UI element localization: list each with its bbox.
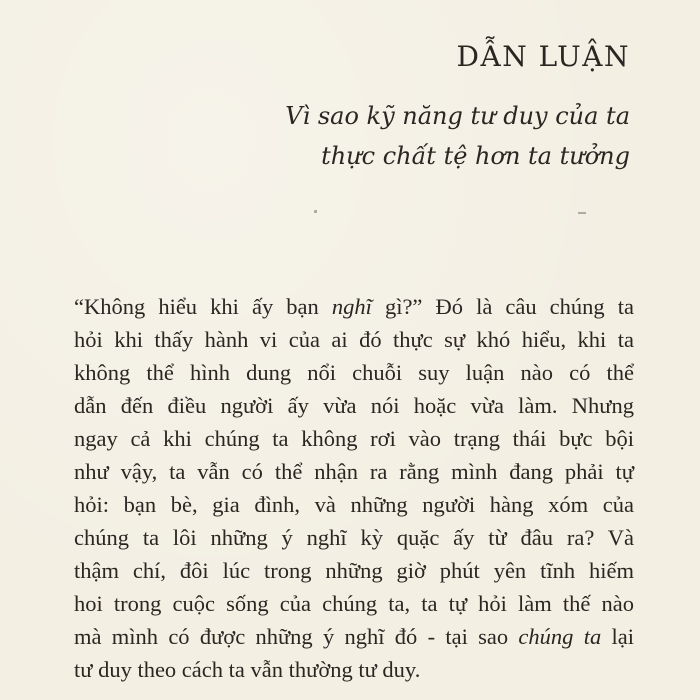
paragraph-line: [74, 653, 634, 686]
paragraph-line: [74, 620, 634, 653]
text-run: gì?” Đó là câu chúng ta: [371, 294, 634, 319]
emphasized-text: nghĩ: [331, 294, 372, 319]
text-run: không thể hình dung nổi chuỗi suy luận nào có thể: [74, 360, 634, 385]
body-paragraph: [74, 290, 634, 686]
chapter-subtitle: [210, 96, 630, 176]
text-run: “Không hiểu khi ấy bạn: [74, 294, 332, 319]
text-run: hỏi: bạn bè, gia đình, và những người hàng xóm của: [74, 492, 634, 517]
paragraph-line: [74, 455, 634, 488]
text-run: hoi trong cuộc sống của chúng ta, ta tự hỏi làm thế nào: [74, 591, 634, 616]
text-run: dẫn đến điều người ấy vừa nói hoặc vừa làm. Nhưng: [74, 393, 634, 418]
paragraph-line: [74, 488, 634, 521]
print-speck: [314, 210, 317, 213]
text-run: mà mình có được những ý nghĩ đó - tại sao: [74, 624, 519, 649]
print-speck: [578, 212, 586, 214]
text-run: tư duy theo cách ta vẫn thường tư duy.: [74, 657, 421, 682]
paragraph-line: [74, 389, 634, 422]
paragraph-line: [74, 356, 634, 389]
text-run: chúng ta lôi những ý nghĩ kỳ quặc ấy từ đâu ra? Và: [74, 525, 634, 550]
chapter-title: DẪN LUẬN: [456, 40, 630, 73]
text-run: như vậy, ta vẫn có thể nhận ra rằng mình đang phải tự: [74, 459, 634, 484]
paragraph-line: [74, 290, 634, 323]
text-run: thậm chí, đôi lúc trong những giờ phút yên tĩnh hiếm: [74, 558, 634, 583]
text-run: hỏi khi thấy hành vi của ai đó thực sự khó hiểu, khi ta: [74, 327, 634, 352]
text-run: lại: [601, 624, 634, 649]
paragraph-line: [74, 587, 634, 620]
emphasized-text: chúng ta: [518, 624, 602, 649]
subtitle-line: Vì sao kỹ năng tư duy của ta: [285, 102, 630, 130]
paragraph-line: [74, 554, 634, 587]
subtitle-line: thực chất tệ hơn ta tưởng: [321, 142, 630, 170]
paragraph-line: [74, 422, 634, 455]
text-run: ngay cả khi chúng ta không rơi vào trạng thái bực bội: [74, 426, 634, 451]
paragraph-line: [74, 521, 634, 554]
paragraph-line: [74, 323, 634, 356]
